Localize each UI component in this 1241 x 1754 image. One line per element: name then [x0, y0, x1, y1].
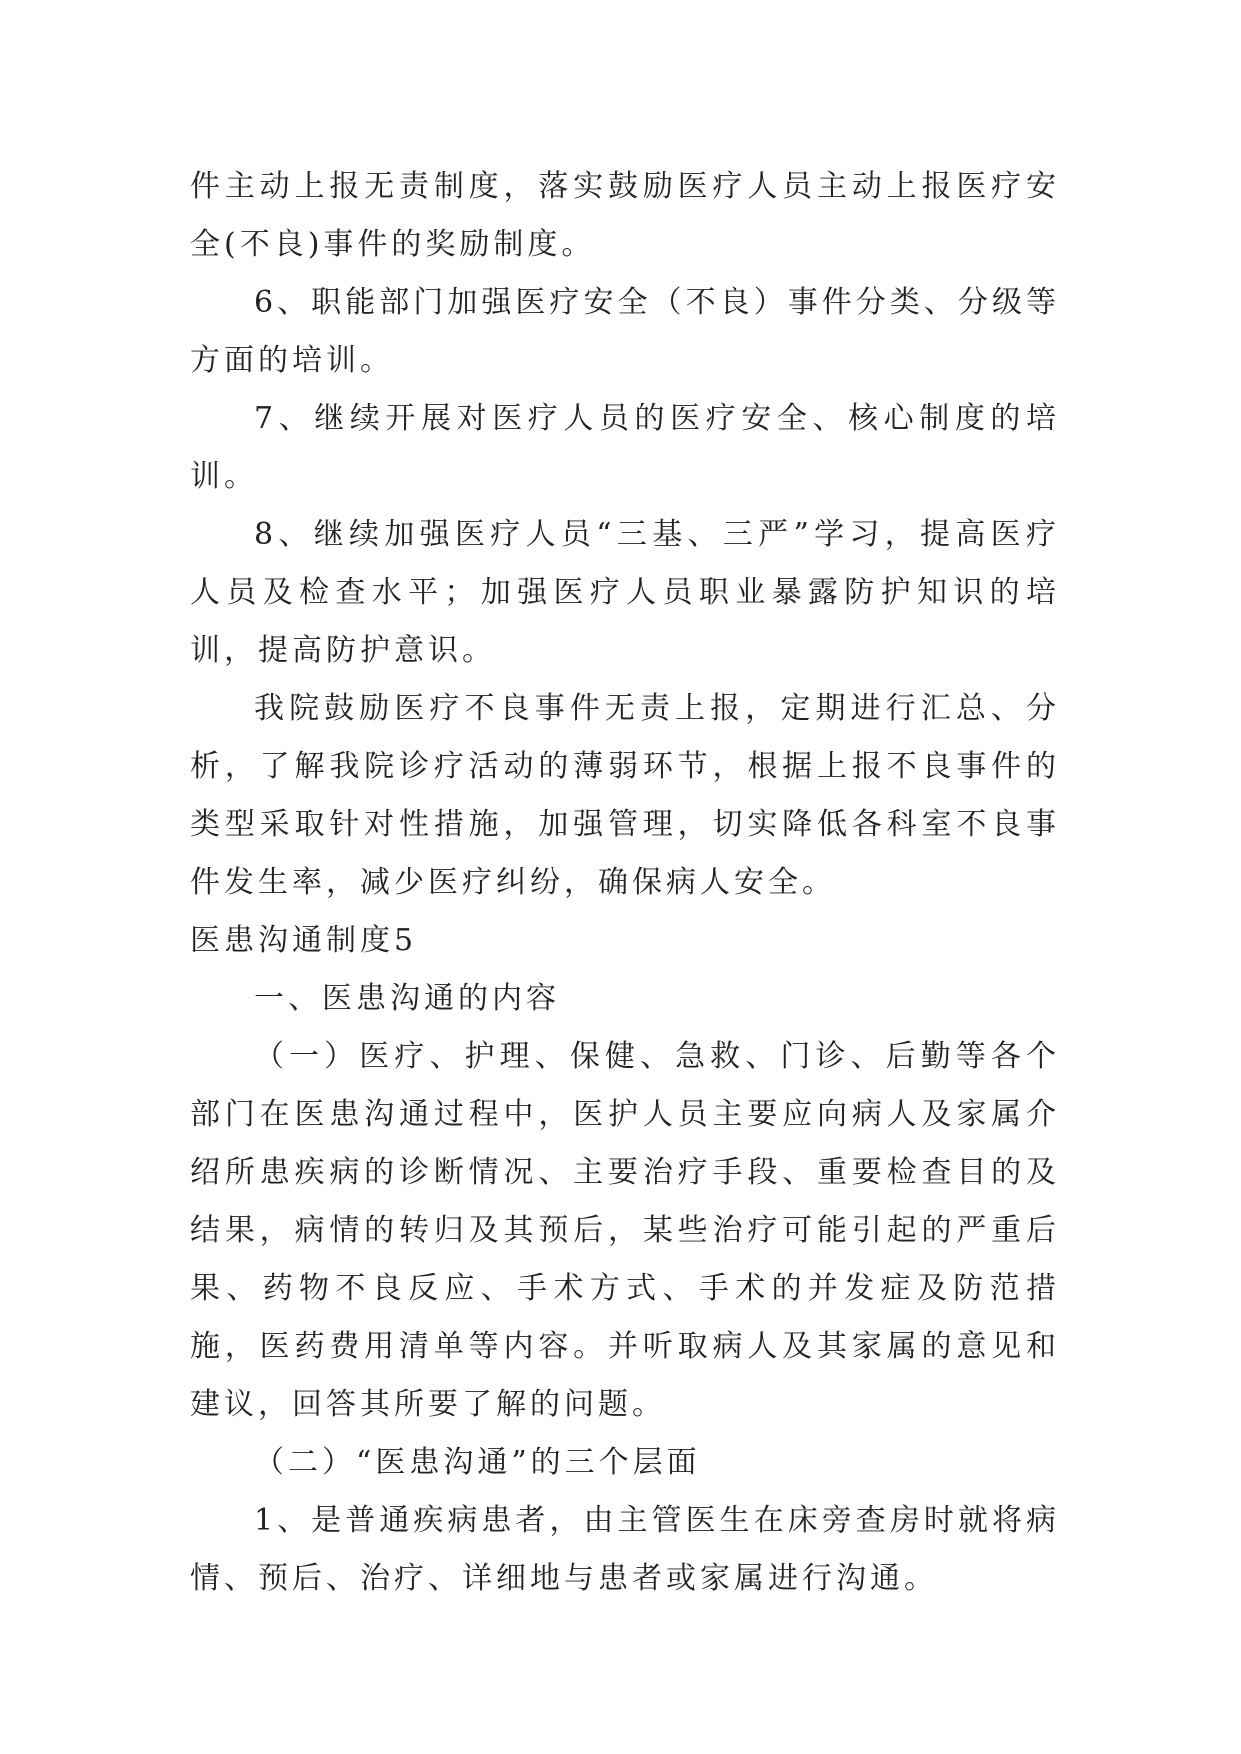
paragraph-item-6: 6、职能部门加强医疗安全（不良）事件分类、分级等方面的培训。 [190, 285, 1060, 378]
paragraph-item-8: 8、继续加强医疗人员“三基、三严”学习，提高医疗人员及检查水平；加强医疗人员职业暴露防护知识的培训，提高防护意识。 [190, 517, 1060, 668]
paragraph-level-1: 1、是普通疾病患者，由主管医生在床旁查房时就将病情、预后、治疗、详细地与患者或家属进行沟通。 [190, 1503, 1060, 1596]
paragraph-reporting-policy: 件主动上报无责制度，落实鼓励医疗人员主动上报医疗安全(不良)事件的奖励制度。 [190, 169, 1060, 262]
subheading-three-levels: （二）“医患沟通”的三个层面 [254, 1445, 701, 1480]
paragraph-item-7: 7、继续开展对医疗人员的医疗安全、核心制度的培训。 [190, 401, 1060, 494]
paragraph-summary: 我院鼓励医疗不良事件无责上报，定期进行汇总、分析，了解我院诊疗活动的薄弱环节，根据上报不良事件的类型采取针对性措施，加强管理，切实降低各科室不良事件发生率，减少医疗纠纷，确保病人安全。 [190, 691, 1060, 900]
paragraph-communication-content: （一）医疗、护理、保健、急救、门诊、后勤等各个部门在医患沟通过程中，医护人员主要应向病人及家属介绍所患疾病的诊断情况、主要治疗手段、重要检查目的及结果，病情的转归及其预后，某些治疗可能引起的严重后果、药物不良反应、手术方式、手术的并发症及防范措施，医药费用清单等内容。并听取病人及其家属的意见和建议，回答其所要了解的问题。 [190, 1039, 1060, 1422]
document-body [190, 158, 1060, 1608]
subheading-communication-content: 一、医患沟通的内容 [254, 981, 560, 1016]
section-heading: 医患沟通制度5 [190, 923, 418, 958]
